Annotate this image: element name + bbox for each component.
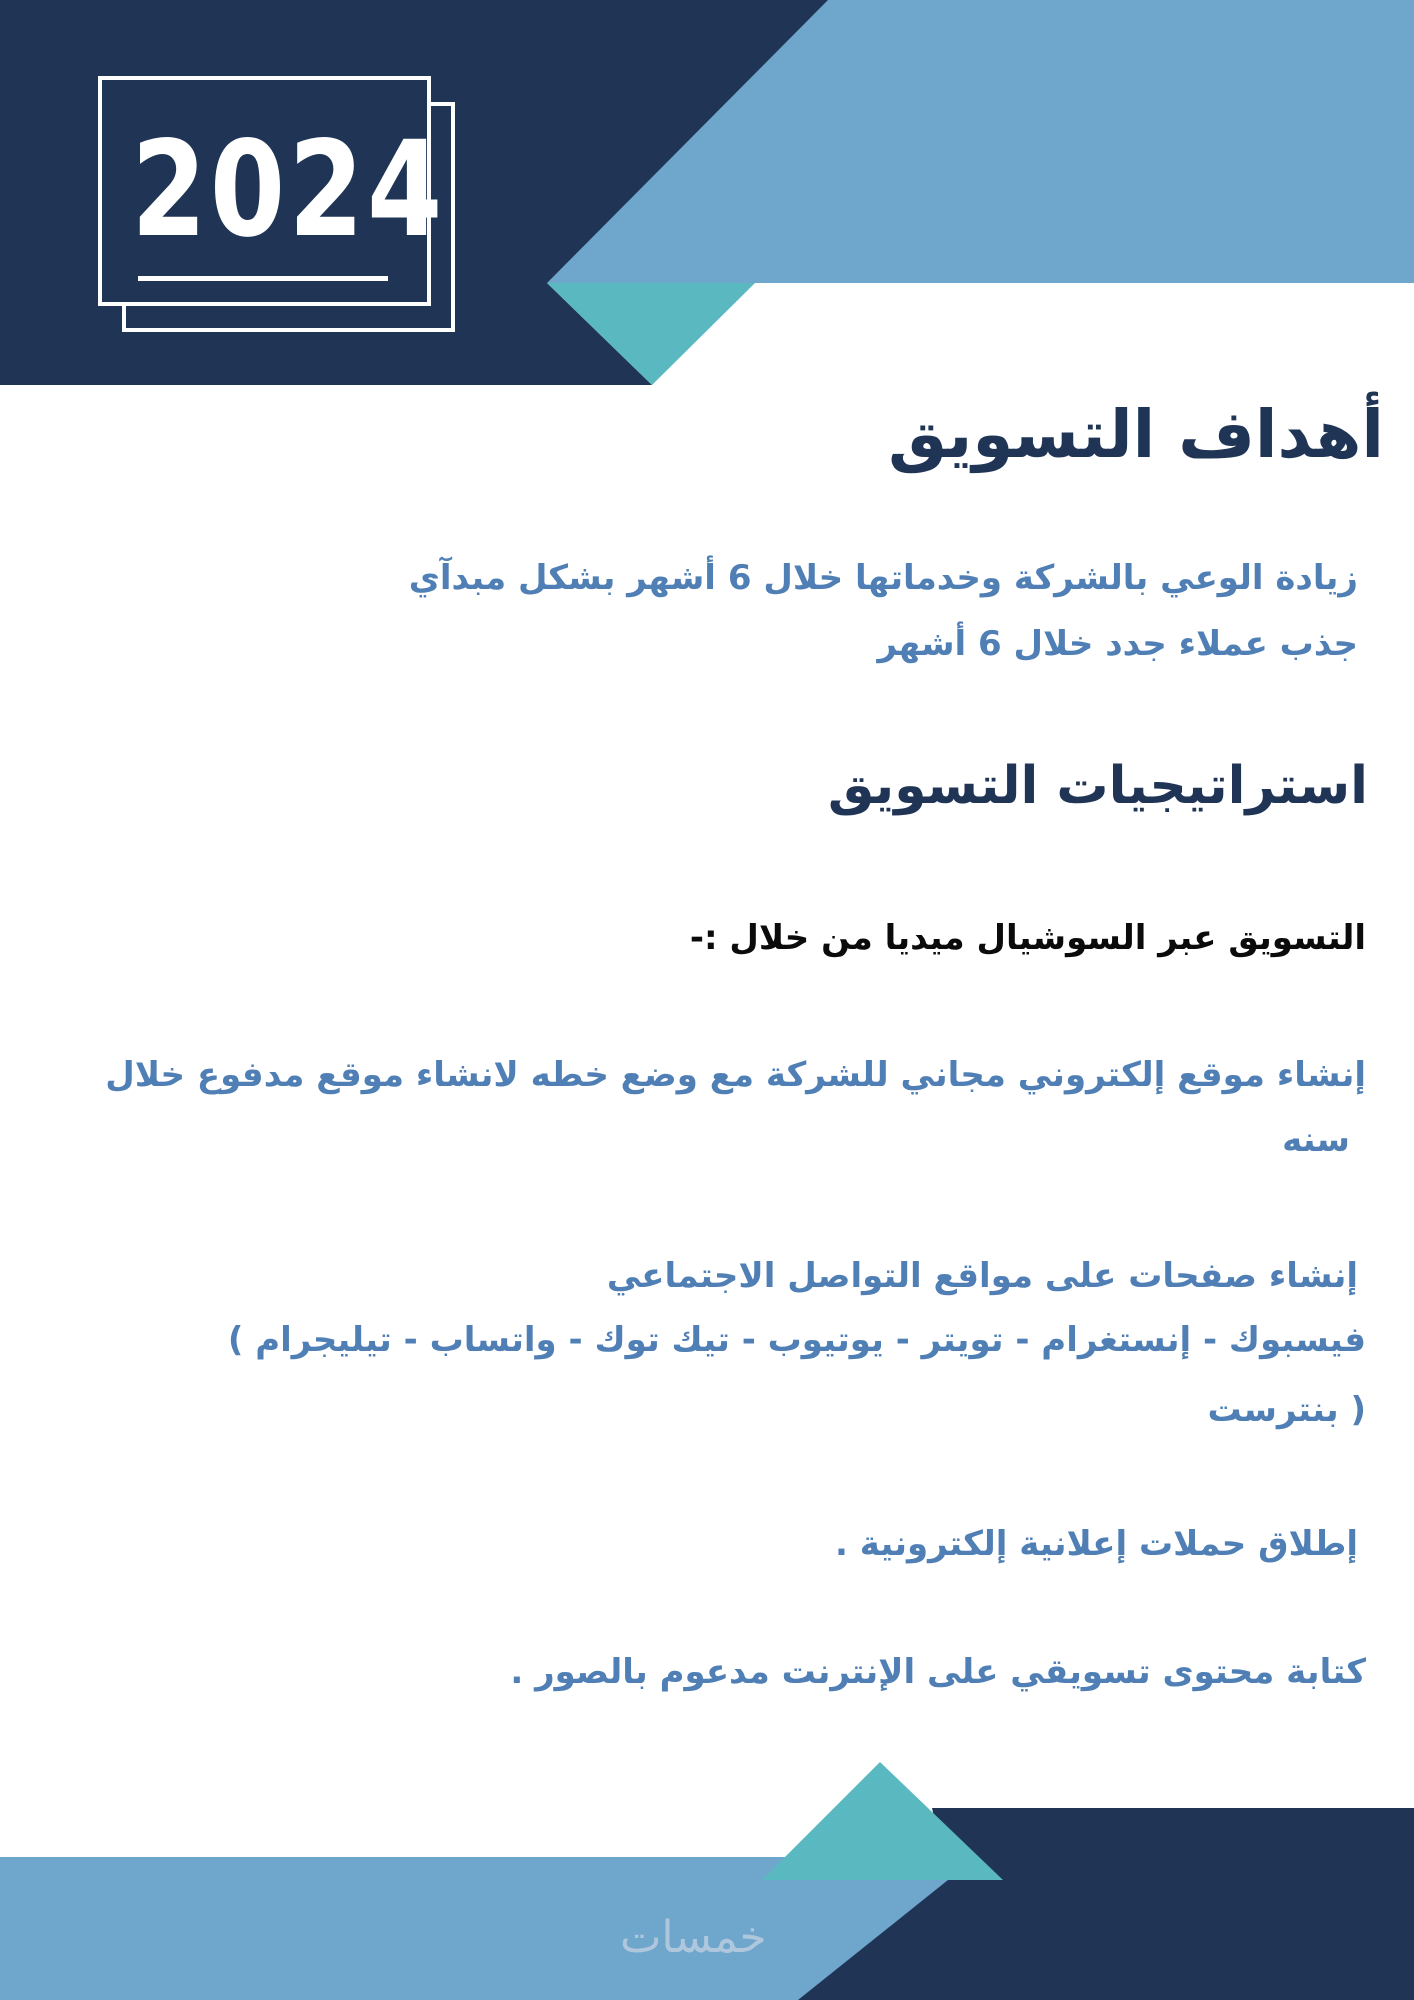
goal-item-new-customers: جذب عملاء جدد خلال 6 أشهر — [877, 624, 1358, 664]
year-text: 2024 — [131, 113, 446, 267]
strategy-content: كتابة محتوى تسويقي على الإنترنت مدعوم بالصور . — [510, 1652, 1366, 1692]
watermark-logo: خمسات — [620, 1912, 767, 1963]
strategy-ads: إطلاق حملات إعلانية إلكترونية . — [834, 1524, 1358, 1564]
strategy-social-line-1: إنشاء صفحات على مواقع التواصل الاجتماعي — [606, 1256, 1358, 1296]
goals-title: أهداف التسويق — [888, 396, 1384, 473]
year-badge — [98, 76, 446, 306]
strategies-intro: التسويق عبر السوشيال ميديا من خلال :- — [689, 918, 1366, 958]
strategies-title: استراتيجيات التسويق — [827, 756, 1368, 816]
strategy-website-line-2: سنه — [1282, 1120, 1350, 1160]
goal-item-awareness: زيادة الوعي بالشركة وخدماتها خلال 6 أشهر بشكل مبدآي — [408, 558, 1358, 598]
strategy-website-line-1: إنشاء موقع إلكتروني مجاني للشركة مع وضع خطه لانشاء موقع مدفوع خلال — [105, 1055, 1366, 1095]
strategy-social-platforms-cont: ( بنترست — [1207, 1390, 1366, 1430]
strategy-social-platforms: فيسبوك - إنستغرام - تويتر - يوتيوب - تيك توك - واتساب - تيليجرام ) — [227, 1320, 1366, 1360]
year-underline — [138, 276, 388, 281]
